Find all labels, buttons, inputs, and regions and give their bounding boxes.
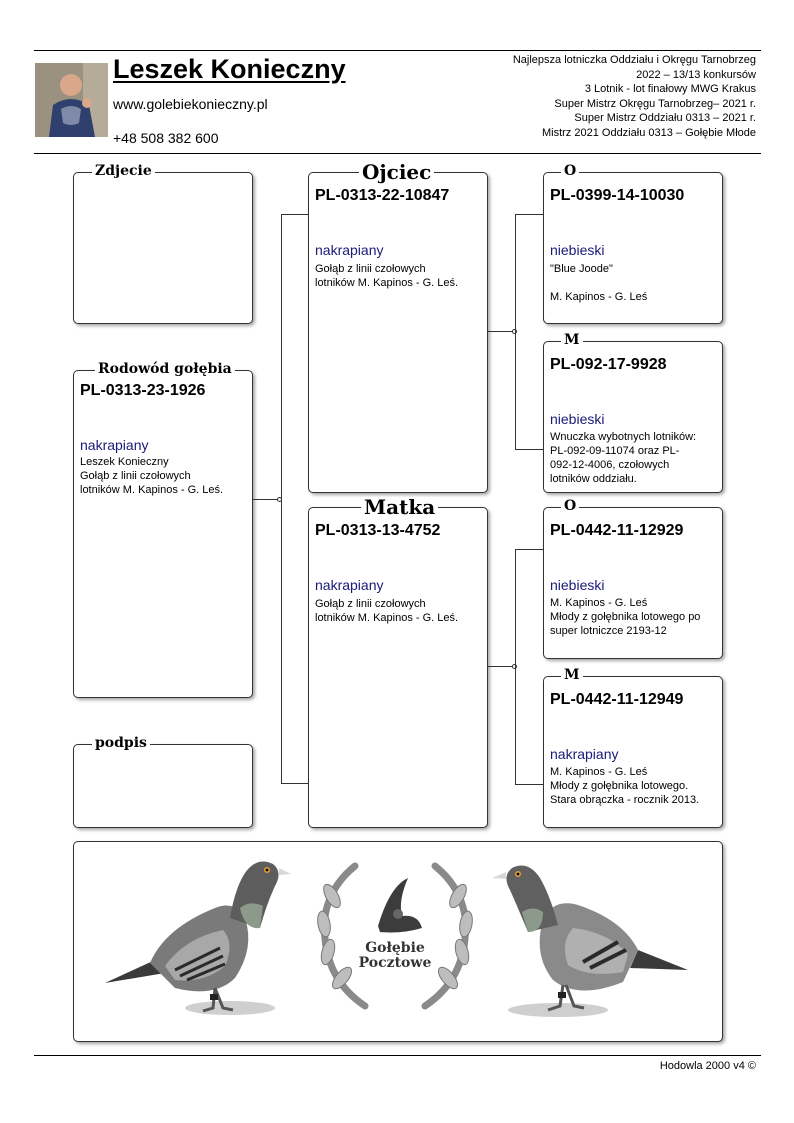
father-description [315,262,458,290]
connector [515,784,544,785]
mother-mother-color: nakrapiany [550,746,619,762]
header-bottom-rule [34,153,761,154]
description-line: Gołąb z linii czołowych [315,598,426,610]
connector [488,666,515,667]
achievement-line: Super Mistrz Okręgu Tarnobrzeg– 2021 r. [554,97,756,110]
father-ring: PL-0313-22-10847 [315,187,450,204]
description-line: "Blue Joode" [550,263,613,275]
father-father-description [550,262,647,304]
father-mother-description [550,430,696,486]
description-line: lotników M. Kapinos - G. Leś. [315,277,459,289]
pigeon-ring: PL-0313-23-1926 [80,382,206,399]
achievement-line: Mistrz 2021 Oddziału 0313 – Gołębie Młode [541,126,756,139]
pigeon-box-label: Rodowód gołębia [95,362,235,376]
mother-father-ring: PL-0442-11-12929 [550,522,684,539]
mother-father-description [550,596,700,638]
description-line: super lotniczce 2193-12 [550,625,667,637]
golebie-pocztowe-logo [310,856,480,1016]
father-mother-color: niebieski [550,411,605,427]
description-line: Młody z gołębnika lotowego po [550,611,701,623]
connector [515,214,544,215]
header-top-rule [34,50,761,51]
father-mother-label: M [561,333,583,347]
connector [515,214,516,450]
description-line: M. Kapinos - G. Leś [550,766,648,778]
description-line: Gołąb z linii czołowych [80,470,191,482]
breeder-phone: +48 508 382 600 [113,130,219,146]
mother-box-label: Matka [361,497,438,517]
description-line: PL-092-09-11074 oraz PL- [550,445,680,457]
father-box [308,172,488,493]
mother-mother-ring: PL-0442-11-12949 [550,691,684,708]
footer-rule [34,1055,761,1056]
achievements-list [513,53,756,140]
description-line: Młody z gołębnika lotowego. [550,780,689,792]
pigeon-description [80,455,223,497]
father-color: nakrapiany [315,242,384,258]
breeder-photo [35,63,108,137]
description-line: M. Kapinos - G. Leś [550,597,648,609]
description-line: lotników M. Kapinos - G. Leś. [80,484,224,496]
breeder-name: Leszek Konieczny [113,54,346,84]
pigeon-color: nakrapiany [80,437,149,453]
connector [515,449,544,450]
achievement-line: Super Mistrz Oddziału 0313 – 2021 r. [574,112,756,124]
pigeon-left-illustration [95,848,295,1028]
connector [515,549,516,785]
father-mother-ring: PL-092-17-9928 [550,356,667,373]
mother-ring: PL-0313-13-4752 [315,522,441,539]
achievement-line: 2022 – 13/13 konkursów [636,68,756,81]
signature-box [73,744,253,828]
photo-box [73,172,253,324]
mother-description [315,597,458,625]
connector [515,549,544,550]
mother-box [308,507,488,828]
photo-box-label: Zdjecie [92,164,155,178]
pigeon-right-illustration [488,850,698,1030]
description-line [550,276,647,290]
breeder-website[interactable]: www.golebiekonieczny.pl [113,96,268,112]
pigeon-box [73,370,253,698]
father-box-label: Ojciec [359,162,434,182]
father-father-ring: PL-0399-14-10030 [550,187,685,204]
connector [281,214,282,784]
description-line: lotników M. Kapinos - G. Leś. [315,612,459,624]
achievement-line: 3 Lotnik - lot finałowy MWG Krakus [584,83,756,95]
connector [281,214,309,215]
description-line: Leszek Konieczny [80,456,169,468]
footer-software: Hodowla 2000 v4 © [659,1060,756,1072]
logo-text-line1: Gołębie [365,940,425,956]
description-line: Gołąb z linii czołowych [315,263,426,275]
description-line: lotników oddziału. [550,473,637,485]
achievement-line: Najlepsza lotniczka Oddziału i Okręgu Tarnobrzeg [512,54,756,66]
signature-box-label: podpis [92,736,150,750]
connector [488,331,515,332]
father-father-color: niebieski [550,242,605,258]
mother-mother-label: M [561,668,583,682]
mother-father-color: niebieski [550,577,605,593]
father-father-label: O [561,164,579,178]
mother-mother-description [550,765,699,807]
logo-text-line2: Pocztowe [358,955,432,971]
connector [281,783,309,784]
mother-color: nakrapiany [315,577,384,593]
mother-father-label: O [561,499,579,513]
description-line: M. Kapinos - G. Leś [550,291,648,303]
description-line: Wnuczka wybotnych lotników: [550,431,697,443]
description-line: Stara obrączka - rocznik 2013. [550,794,700,806]
description-line: 092-12-4006, czołowych [550,459,670,471]
